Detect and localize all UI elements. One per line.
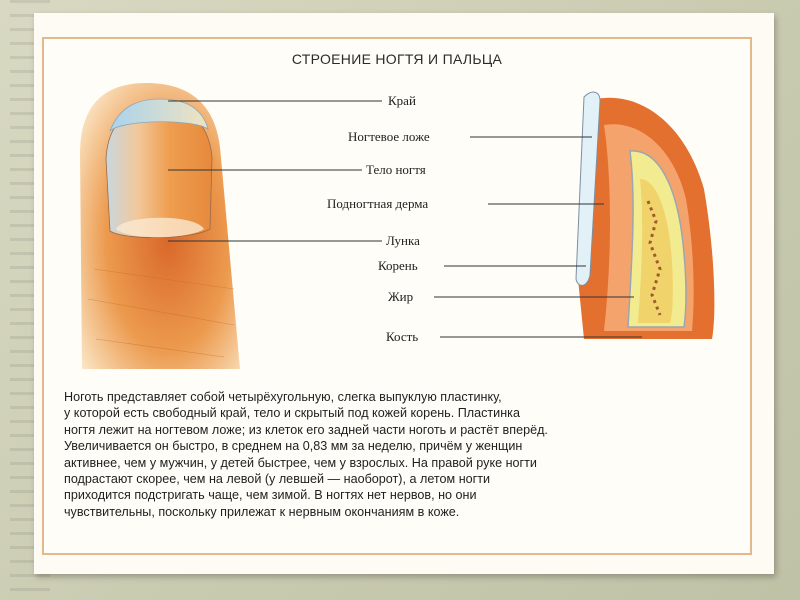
label-dermis: Подногтная дерма: [327, 196, 429, 211]
label-fat: Жир: [388, 289, 414, 304]
label-nail-bed: Ногтевое ложе: [348, 129, 430, 144]
figure-panel: [42, 37, 752, 555]
description-line: Увеличивается он быстро, в среднем на 0,83 мм за неделю, причём у женщин: [64, 439, 523, 454]
description-line: Ноготь представляет собой четырёхугольную, слегка выпуклую пластинку,: [64, 390, 502, 404]
description-text: [64, 389, 744, 520]
label-root: Корень: [378, 258, 418, 273]
description-line: ногтя лежит на ногтевом ложе; из клеток его задней части ноготь и растёт вперёд.: [64, 422, 548, 437]
finger-cross-section: [576, 92, 714, 339]
label-edge: Край: [388, 93, 416, 108]
label-nail-body: Тело ногтя: [366, 162, 426, 177]
label-bone: Кость: [386, 329, 419, 344]
finger-illustration: [80, 83, 240, 369]
description-line: активнее, чем у мужчин, у детей быстрее, чем у взрослых. На правой руке ногти: [64, 455, 537, 470]
diagram-title: СТРОЕНИЕ НОГТЯ И ПАЛЬЦА: [291, 51, 503, 67]
description-line: подрастают скорее, чем на левой (у левшей — наоборот), а летом ногти: [64, 472, 491, 487]
label-lunula: Лунка: [386, 233, 420, 248]
description-line: чувствительны, поскольку прилежат к нервным окончаниям в коже.: [64, 504, 460, 519]
slide-frame: [34, 13, 774, 574]
description-line: у которой есть свободный край, тело и скрытый под кожей корень. Пластинка: [64, 406, 520, 421]
description-line: приходится подстригать чаще, чем зимой. В ногтях нет нервов, но они: [64, 488, 477, 503]
